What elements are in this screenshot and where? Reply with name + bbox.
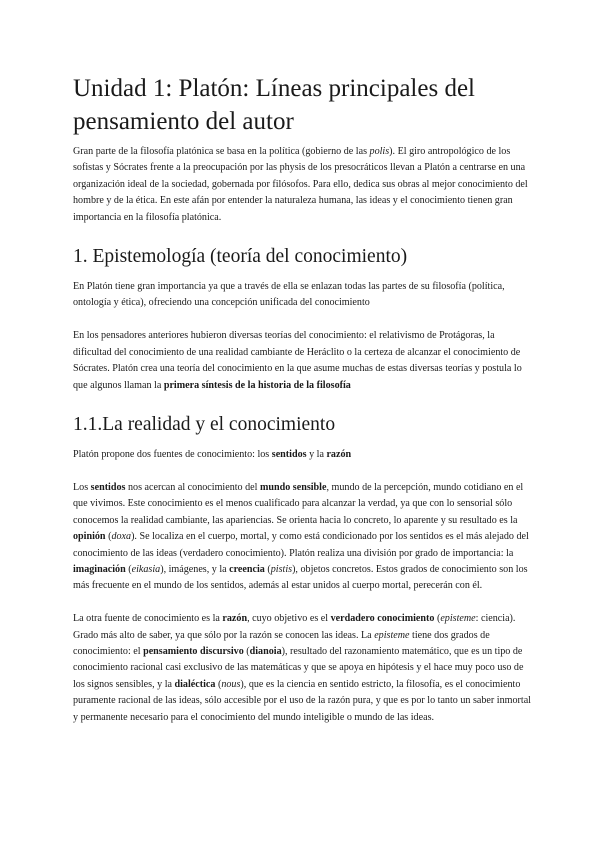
text-run: ( <box>215 678 222 690</box>
italic-term: polis <box>369 146 390 157</box>
italic-term: doxa <box>111 531 132 543</box>
section11-paragraph-2 <box>73 480 534 595</box>
text-run: ( <box>125 563 132 575</box>
bold-term: opinión <box>73 531 106 543</box>
text-run: ), objetos concretos. Estos grados de conocimiento son los más frecuente en el mundo de los sentidos, además al estar unidos al cuerpo mortal, perecerán con él. <box>73 563 528 592</box>
text-run: y la <box>306 448 327 460</box>
section11-paragraph-1 <box>73 447 534 463</box>
section-heading-epistemologia: 1. Epistemología (teoría del conocimiento) <box>73 246 408 268</box>
italic-term: eikasia <box>131 563 161 575</box>
bold-term: verdadero conocimiento <box>330 613 435 625</box>
text-run: : ciencia). Grado más alto de saber, ya que sólo por la razón se conocen las ideas. La <box>73 613 516 641</box>
text-run: , cuyo objetivo es el <box>247 613 331 625</box>
bold-term: razón <box>326 448 352 460</box>
text-run: ( <box>105 531 112 543</box>
text-run: ). El giro antropológico de los sofistas y Sócrates frente a la preocupación por las physis de los presocráticos llevan a Platón a centrarse en una organización ideal de la sociedad, gobernada por filósofos. Para ello, dedica sus obras al mejor conocimiento del hombre y de la ética. En este afán por entender la naturaleza humana, las ideas y el conocimiento tienen gran importancia en la filosofía platónica. <box>73 146 528 223</box>
bold-term: razón <box>222 613 248 625</box>
text-run: ), resultado del razonamiento matemático, que es un tipo de conocimiento racional casi exclusivo de las matemáticas y que se apoya en hipótesis y el hace muy poco uso de los signos sensibles, y la <box>73 646 524 690</box>
italic-term: episteme <box>440 613 476 625</box>
text-run: ( <box>434 613 441 625</box>
bold-term: sentidos <box>271 448 307 460</box>
bold-term: imaginación <box>73 563 126 575</box>
text-run: tiene dos grados de conocimiento: el <box>73 629 490 658</box>
intro-paragraph <box>73 144 534 226</box>
bold-term: primera síntesis de la historia de la filosofía <box>163 379 351 391</box>
bold-term: mundo sensible <box>259 481 327 493</box>
text-run: En Platón tiene gran importancia ya que a través de ella se enlazan todas las partes de su filosofía (política, ontología y ética), ofreciendo una concepción unificada del conocimiento <box>73 281 505 309</box>
bold-term: creencia <box>229 563 265 575</box>
italic-term: pistis <box>270 563 293 575</box>
text-run: En los pensadores anteriores hubieron diversas teorías del conocimiento: el relativismo de Protágoras, la dificultad del conocimiento de una realidad cambiante de Heráclito o la certeza de alcanzar el conocimiento de Sócrates. Platón crea una teoría del conocimiento en la que asume muchas de estas diversas teorías y postula lo que algunos llaman la <box>73 330 522 391</box>
bold-term: sentidos <box>90 481 126 493</box>
text-run: ( <box>264 563 271 575</box>
italic-term: episteme <box>374 629 410 641</box>
text-run: ), imágenes, y la <box>160 563 230 575</box>
section1-paragraph-1 <box>73 279 534 312</box>
section-heading-realidad-conocimiento: 1.1.La realidad y el conocimiento <box>73 413 336 435</box>
bold-term: dialéctica <box>174 678 216 690</box>
text-run: ( <box>243 646 250 658</box>
section11-paragraph-3 <box>73 611 534 726</box>
text-run: , mundo de la percepción, mundo cotidiano en el que vivimos. Este conocimiento es el menos cualificado para alcanzar la verdad, ya que con lo sensorial sólo conocemos la realidad cambiante, las apariencias. Se orienta hacia lo concreto, lo aparente y su resultado es la <box>73 481 524 526</box>
text-run: Platón propone dos fuentes de conocimiento: los <box>73 448 272 460</box>
bold-term: pensamiento discursivo <box>143 646 244 658</box>
page-title: Unidad 1: Platón: Líneas principales del pensamiento del autor <box>73 75 475 135</box>
text-run: Los <box>73 481 91 493</box>
text-run: La otra fuente de conocimiento es la <box>73 613 223 625</box>
text-run: ), que es la ciencia en sentido estricto, la filosofía, es el conocimiento puramente racional de las ideas, sólo accesible por el uso de la razón pura, y que es por lo tanto un saber inmortal y permanente necesario para el conocimiento del mundo inteligible o mundo de las ideas. <box>73 678 531 723</box>
text-run: ). Se localiza en el cuerpo, mortal, y como está condicionado por los sentidos es el más alejado del conocimiento de las ideas (verdadero conocimiento). Platón realiza una división por grado de importancia: la <box>73 531 529 559</box>
text-run: Gran parte de la filosofía platónica se basa en la política (gobierno de las <box>73 146 370 157</box>
section1-paragraph-2 <box>73 328 534 394</box>
italic-term: nous <box>221 678 241 690</box>
text-run: nos acercan al conocimiento del <box>125 481 260 493</box>
bold-term: dianoia <box>249 646 282 658</box>
